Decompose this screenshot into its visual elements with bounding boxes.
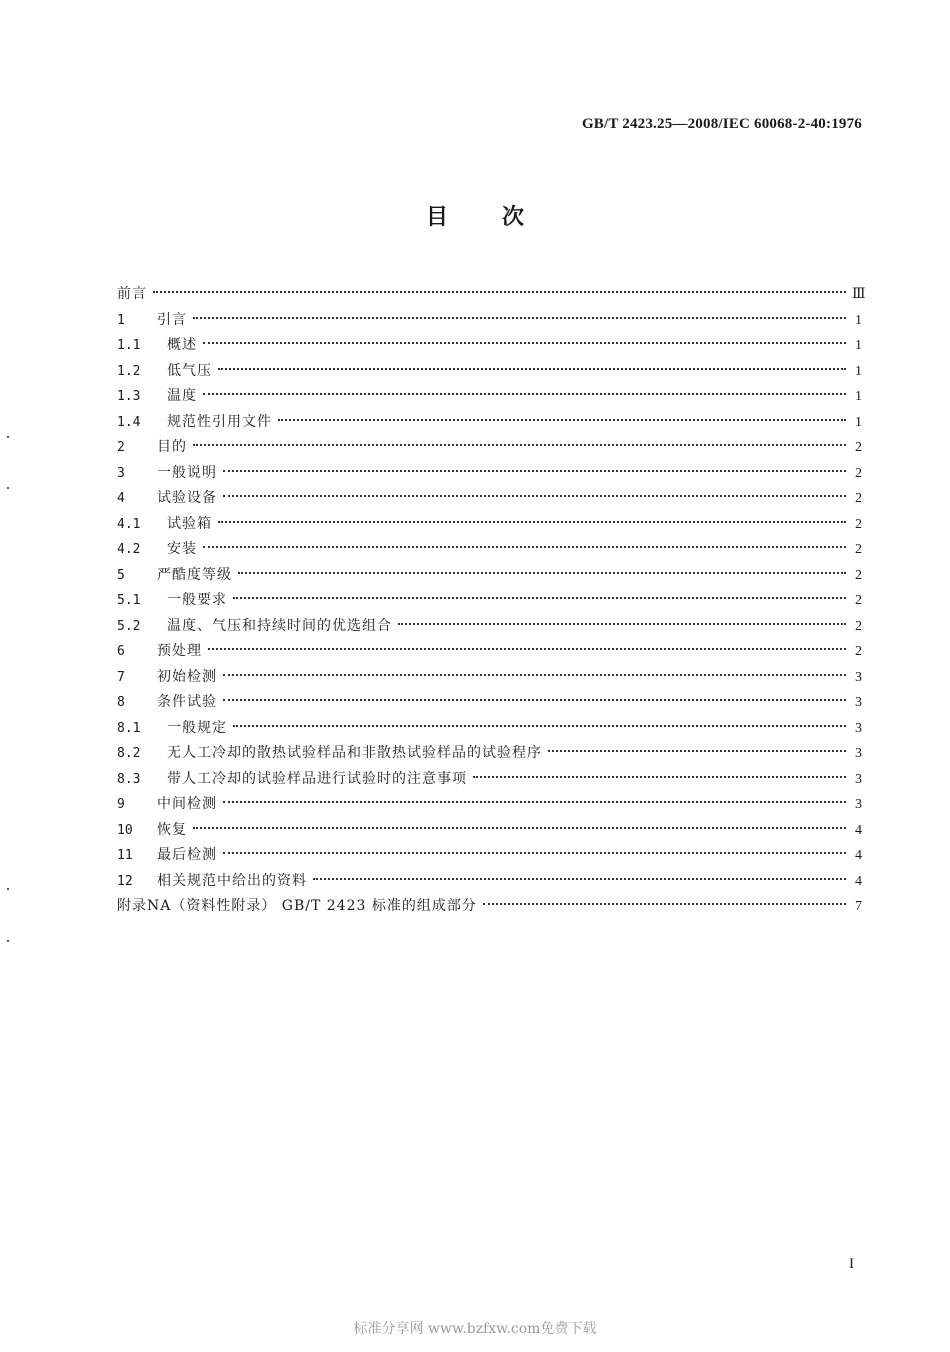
- toc-entry-page: 2: [855, 567, 862, 583]
- toc-entry-number: 2: [117, 440, 125, 455]
- dot-leader: [233, 725, 846, 727]
- toc-entry[interactable]: [117, 282, 866, 308]
- toc-entry-page: 1: [855, 363, 862, 379]
- toc-entry[interactable]: [117, 512, 862, 538]
- toc-entry[interactable]: [117, 614, 862, 640]
- dot-leader: [223, 470, 846, 472]
- toc-entry[interactable]: [117, 537, 862, 563]
- dot-leader: [193, 444, 846, 446]
- toc-entry[interactable]: [117, 333, 862, 359]
- dot-leader: [208, 648, 846, 650]
- toc-entry[interactable]: [117, 767, 862, 793]
- toc-entry-page: 7: [855, 899, 862, 914]
- dot-leader: [193, 317, 846, 319]
- toc-entry[interactable]: [117, 843, 862, 869]
- dot-leader: [193, 827, 846, 829]
- toc-entry-number: 1.3: [117, 389, 141, 404]
- toc-entry-number: 1.1: [117, 338, 141, 353]
- toc-entry-number: 8.1: [117, 720, 141, 736]
- toc-entry[interactable]: [117, 869, 862, 895]
- toc-entry-page: 1: [855, 414, 862, 430]
- scan-artifact: [7, 487, 9, 489]
- toc-entry-number: 3: [117, 465, 125, 481]
- toc-entry-page: 3: [855, 720, 862, 736]
- toc-entry-label: 严酷度等级: [157, 566, 232, 583]
- toc-entry-page: 1: [855, 338, 862, 353]
- toc-entry-number: 8.3: [117, 771, 141, 787]
- scan-artifact: [7, 436, 9, 438]
- dot-leader: [223, 852, 846, 854]
- toc-entry-page: 2: [855, 491, 862, 506]
- toc-entry-page: 1: [855, 389, 862, 404]
- dot-leader: [278, 419, 846, 421]
- toc-entry-label: 试验设备: [157, 490, 217, 506]
- dot-leader: [218, 521, 846, 523]
- toc-entry-page: 4: [855, 848, 862, 863]
- toc-entry[interactable]: [117, 894, 862, 920]
- dot-leader: [203, 342, 846, 344]
- toc-entry-page: 3: [855, 695, 862, 710]
- toc-entry-page: 2: [855, 618, 862, 634]
- dot-leader: [203, 546, 846, 548]
- toc-entry-page: 2: [855, 593, 862, 608]
- toc-entry-page: 2: [855, 644, 862, 659]
- toc-entry-label: 附录NA（资料性附录） GB/T 2423 标准的组成部分: [117, 898, 477, 914]
- toc-entry-number: 4.1: [117, 516, 141, 532]
- toc-entry-page: 2: [855, 542, 862, 557]
- dot-leader: [223, 801, 846, 803]
- toc-entry[interactable]: [117, 563, 862, 589]
- dot-leader: [203, 393, 846, 395]
- toc-entry-page: 4: [855, 822, 862, 838]
- toc-entry-number: 12: [117, 873, 133, 889]
- scan-artifact: [7, 888, 9, 890]
- toc-entry[interactable]: [117, 690, 862, 716]
- toc-entry-number: 4.2: [117, 542, 141, 557]
- toc-entry-number: 7: [117, 669, 125, 685]
- toc-entry[interactable]: [117, 588, 862, 614]
- toc-entry-label: 试验箱: [167, 515, 212, 532]
- dot-leader: [473, 776, 846, 778]
- toc-entry-number: 1: [117, 312, 125, 328]
- dot-leader: [218, 368, 846, 370]
- toc-entry-label: 低气压: [167, 362, 212, 379]
- toc-entry-page: 3: [855, 669, 862, 685]
- page-number: I: [849, 1256, 854, 1272]
- dot-leader: [153, 291, 846, 293]
- dot-leader: [223, 495, 846, 497]
- toc-entry-number: 8.2: [117, 746, 141, 761]
- toc-entry-label: 一般规定: [167, 719, 227, 736]
- toc-entry[interactable]: [117, 384, 862, 410]
- page-title: 目次: [425, 205, 578, 230]
- watermark-text: 标准分享网 www.bzfxw.com免费下载: [353, 1321, 597, 1337]
- toc-entry-label: 最后检测: [157, 847, 217, 863]
- toc-entry-label: 引言: [157, 311, 187, 328]
- toc-entry-number: 8: [117, 695, 125, 710]
- toc-entry[interactable]: [117, 665, 862, 691]
- toc-entry-label: 带人工冷却的试验样品进行试验时的注意事项: [167, 770, 467, 787]
- dot-leader: [313, 878, 846, 880]
- toc-entry-page: 3: [855, 797, 862, 812]
- toc-entry-page: 3: [855, 771, 862, 787]
- dot-leader: [233, 597, 846, 599]
- toc-entry[interactable]: [117, 308, 862, 334]
- dot-leader: [238, 572, 846, 574]
- toc-entry-label: 一般说明: [157, 464, 217, 481]
- toc-entry-number: 5.1: [117, 593, 141, 608]
- toc-entry-page: Ⅲ: [852, 287, 866, 302]
- toc-entry-number: 1.2: [117, 363, 141, 379]
- toc-entry[interactable]: [117, 359, 862, 385]
- toc-entry-label: 安装: [167, 541, 197, 557]
- toc-entry-page: 3: [855, 746, 862, 761]
- toc-entry-label: 温度、气压和持续时间的优选组合: [167, 617, 392, 634]
- toc-entry-page: 1: [855, 312, 862, 328]
- standard-code: GB/T 2423.25—2008/IEC 60068-2-40:1976: [581, 116, 862, 132]
- toc-entry-label: 规范性引用文件: [167, 413, 272, 430]
- toc-entry-label: 前言: [117, 286, 147, 302]
- toc-entry[interactable]: [117, 818, 862, 844]
- toc-entry[interactable]: [117, 435, 862, 461]
- toc-entry-label: 概述: [167, 337, 197, 353]
- toc-entry-number: 10: [117, 822, 133, 838]
- table-of-contents: [117, 282, 866, 920]
- toc-entry-label: 一般要求: [167, 592, 227, 608]
- dot-leader: [548, 750, 846, 752]
- toc-entry[interactable]: [117, 639, 862, 665]
- toc-entry-label: 中间检测: [157, 796, 217, 812]
- toc-entry-page: 2: [855, 440, 862, 455]
- toc-entry[interactable]: [117, 792, 862, 818]
- toc-entry-label: 温度: [167, 388, 197, 404]
- dot-leader: [223, 699, 846, 701]
- toc-entry[interactable]: [117, 461, 862, 487]
- toc-entry-label: 无人工冷却的散热试验样品和非散热试验样品的试验程序: [167, 745, 542, 761]
- toc-entry-label: 相关规范中给出的资料: [157, 872, 307, 889]
- dot-leader: [223, 674, 846, 676]
- toc-entry-label: 条件试验: [157, 694, 217, 710]
- toc-entry-page: 2: [855, 516, 862, 532]
- dot-leader: [483, 903, 846, 905]
- toc-entry-label: 目的: [157, 439, 187, 455]
- toc-entry-label: 初始检测: [157, 668, 217, 685]
- toc-entry-page: 4: [855, 873, 862, 889]
- toc-entry[interactable]: [117, 741, 862, 767]
- dot-leader: [398, 623, 846, 625]
- toc-entry-number: 6: [117, 644, 125, 659]
- scan-artifact: [7, 940, 9, 942]
- toc-entry-number: 9: [117, 797, 125, 812]
- toc-entry-number: 4: [117, 491, 125, 506]
- toc-entry[interactable]: [117, 716, 862, 742]
- toc-entry-label: 恢复: [157, 821, 187, 838]
- toc-entry[interactable]: [117, 486, 862, 512]
- toc-entry-number: 1.4: [117, 414, 141, 430]
- toc-entry-label: 预处理: [157, 643, 202, 659]
- toc-entry[interactable]: [117, 410, 862, 436]
- toc-entry-number: 5: [117, 567, 125, 583]
- toc-entry-page: 2: [855, 465, 862, 481]
- toc-entry-number: 11: [117, 848, 133, 863]
- toc-entry-number: 5.2: [117, 618, 141, 634]
